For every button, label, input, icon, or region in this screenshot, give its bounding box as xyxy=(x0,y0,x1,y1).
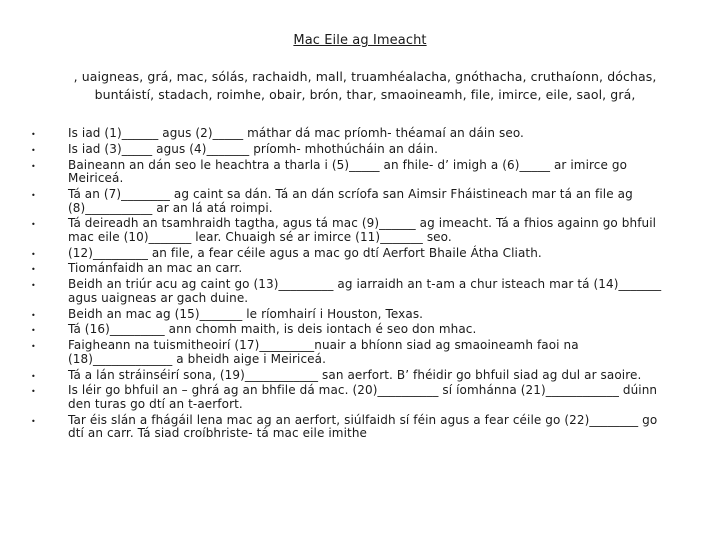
exercise-item xyxy=(30,308,670,322)
exercise-text: Baineann an dán seo le heachtra a tharla i (5)_____ an fhile- d’ imigh a (6)_____ ar imirce go Meiriceá. xyxy=(68,157,628,186)
bullet-icon: • xyxy=(31,161,36,171)
exercise-text: Beidh an mac ag (15)_______ le ríomhairí i Houston, Texas. xyxy=(68,306,424,321)
exercise-text: Tá an (7)________ ag caint sa dán. Tá an dán scríofa san Aimsir Fháistineach mar tá an file ag (8)___________ ar an lá atá roimpi. xyxy=(68,186,633,215)
exercise-text: Tar éis slán a fhágáil lena mac ag an aerfort, siúlfaidh sí féin agus a fear céile go (22)________ go dtí an carr. Tá siad croíbhriste- tá mac eile imithe xyxy=(68,412,658,441)
word-bank-line-2: buntáistí, stadach, roimhe, obair, brón, thar, smaoineamh, file, imirce, eile, saol, grá, xyxy=(94,87,636,102)
exercise-item xyxy=(30,127,670,141)
bullet-icon: • xyxy=(31,387,36,397)
bullet-icon: • xyxy=(31,416,36,426)
exercise-item xyxy=(30,159,670,186)
bullet-icon: • xyxy=(31,145,36,155)
word-bank xyxy=(50,68,680,104)
exercise-text: Is léir go bhfuil an – ghrá ag an bhfile dá mac. (20)__________ sí íomhánna (21)____________ dúinn den turas go dtí an t-aerfort. xyxy=(68,383,658,411)
bullet-icon: • xyxy=(31,326,36,336)
exercise-text: (12)_________ an file, a fear céile agus a mac go dtí Aerfort Bhaile Átha Cliath. xyxy=(68,245,542,260)
exercise-item xyxy=(30,323,670,337)
bullet-icon: • xyxy=(31,310,36,320)
bullet-icon: • xyxy=(31,130,36,139)
exercise-text: Tá deireadh an tsamhraidh tagtha, agus tá mac (9)______ ag imeacht. Tá a fhios againn go bhfuil mac eile (10)_______ lear. Chuaigh sé ar imirce (11)_______ seo. xyxy=(68,216,657,244)
exercise-item xyxy=(30,339,670,366)
word-bank-line-1: , uaigneas, grá, mac, sólás, rachaidh, mall, truamhéalacha, gnóthacha, cruthaíonn, dóchas, xyxy=(73,69,657,84)
exercise-text: Tá a lán stráinséirí sona, (19)____________ san aerfort. B’ fhéidir go bhfuil siad ag dul ar saoire. xyxy=(68,367,642,382)
exercise-item xyxy=(30,369,670,383)
bullet-icon: • xyxy=(31,342,36,352)
exercise-text: Faigheann na tuismitheoirí (17)_________nuair a bhíonn siad ag smaoineamh faoi na (18)_____________ a bheidh aige i Meiriceá. xyxy=(68,338,579,366)
bullet-icon: • xyxy=(31,371,36,381)
exercise-list xyxy=(30,127,670,443)
exercise-text: Beidh an triúr acu ag caint go (13)_________ ag iarraidh an t-am a chur isteach mar tá (14)_______ agus uaigneas ar gach duine. xyxy=(68,277,662,305)
exercise-item xyxy=(30,217,670,244)
exercise-text: Tá (16)_________ ann chomh maith, is deis iontach é seo don mhac. xyxy=(68,322,477,337)
bullet-icon: • xyxy=(31,220,36,230)
exercise-item xyxy=(30,384,670,411)
bullet-icon: • xyxy=(31,281,36,291)
exercise-text: Is iad (3)_____ agus (4)_______ príomh- mhothúcháin an dáin. xyxy=(68,141,439,156)
bullet-icon: • xyxy=(31,249,36,259)
bullet-icon: • xyxy=(31,265,36,275)
bullet-icon: • xyxy=(31,190,36,200)
exercise-item xyxy=(30,247,670,261)
exercise-item xyxy=(30,414,670,441)
exercise-item xyxy=(30,188,670,215)
exercise-item xyxy=(30,143,670,157)
page-title: Mac Eile ag Imeacht xyxy=(293,33,427,48)
exercise-text: Is iad (1)______ agus (2)_____ máthar dá mac príomh- théamaí an dáin seo. xyxy=(68,126,524,140)
exercise-item xyxy=(30,278,670,305)
exercise-text: Tiománfaidh an mac an carr. xyxy=(68,261,243,276)
exercise-item xyxy=(30,262,670,276)
